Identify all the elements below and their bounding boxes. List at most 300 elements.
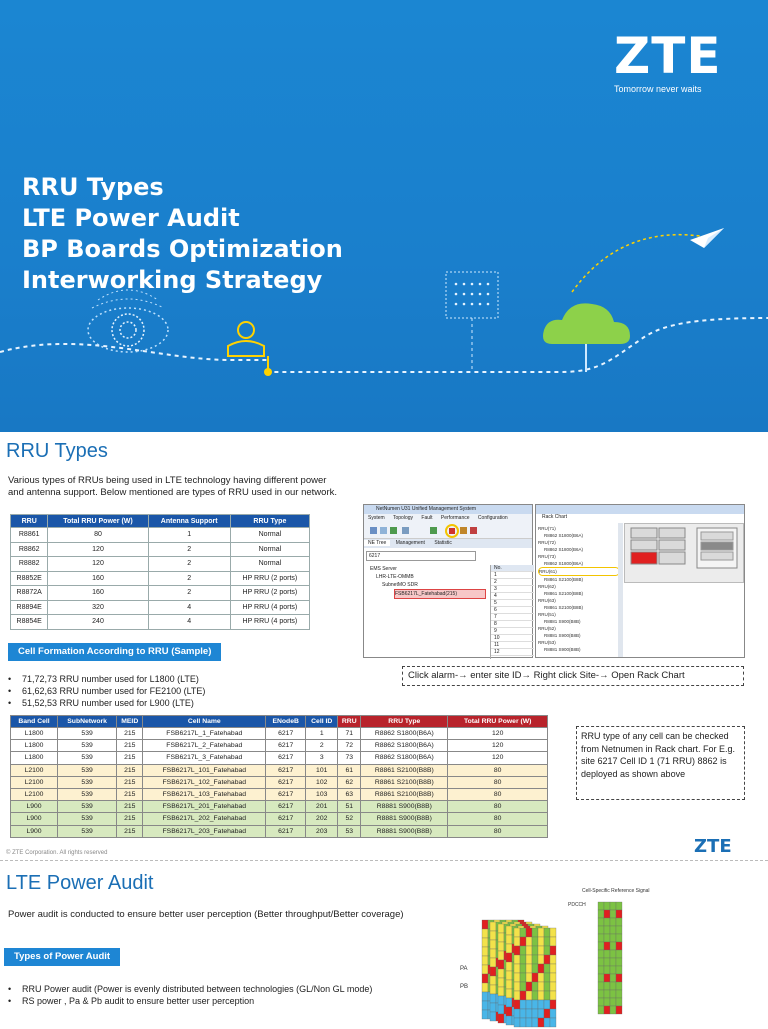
table-cell: L1800 [11, 728, 58, 740]
column-header: Cell ID [306, 716, 338, 728]
grid-cell [604, 926, 610, 934]
rack-slot[interactable] [701, 532, 733, 540]
grid-cell [610, 934, 616, 942]
grid-cell [514, 991, 520, 1000]
grid-cell [538, 928, 544, 937]
grid-cell [498, 987, 504, 996]
table-cell: 539 [58, 752, 117, 764]
table-cell: R8881 S900(B8B) [361, 825, 448, 837]
rack-panel [624, 523, 744, 583]
tree-node[interactable]: RRU(52) [538, 626, 556, 631]
table-row [11, 542, 310, 557]
grid-cell [514, 937, 520, 946]
grid-cell [610, 982, 616, 990]
ne-tree [366, 565, 486, 599]
column-header: RRU [338, 716, 361, 728]
column-header: SubNetwork [58, 716, 117, 728]
grid-cell [598, 974, 604, 982]
grid-cell [490, 967, 496, 976]
grid-cell [482, 1001, 488, 1010]
grid-cell [520, 955, 526, 964]
column-header: MEID [117, 716, 143, 728]
grid-row[interactable]: 5 [491, 600, 534, 607]
table-cell: 320 [48, 600, 148, 615]
person-icon [228, 322, 264, 356]
grid-cell [532, 955, 538, 964]
table-row [11, 813, 548, 825]
table-cell: 2 [306, 740, 338, 752]
power-audit-intro: Power audit is conducted to ensure better user perception (Better throughput/Better coverage) [8, 909, 404, 920]
rack-chart-screenshot [535, 504, 745, 658]
tab-ne-tree[interactable]: NE Tree [364, 540, 390, 546]
table-cell: 62 [338, 776, 361, 788]
table-cell: 6217 [266, 740, 306, 752]
grid-cell [598, 918, 604, 926]
table-cell: R8861 [11, 528, 48, 543]
table-cell: 73 [338, 752, 361, 764]
grid-cell [616, 918, 622, 926]
table-cell: 2 [148, 586, 230, 601]
table-cell: R8862 S1800(B6A) [361, 728, 448, 740]
grid-cell [610, 974, 616, 982]
toolbar-icon[interactable] [470, 527, 477, 534]
toolbar-icon[interactable] [402, 527, 409, 534]
column-header: RRU Type [230, 515, 309, 528]
rack-slot-alarm[interactable] [631, 552, 657, 564]
rack-tree [538, 525, 620, 653]
table-cell: R8854E [11, 615, 48, 630]
rack-slot[interactable] [701, 542, 733, 550]
grid-cell [538, 964, 544, 973]
grid-cell [538, 982, 544, 991]
tree-node[interactable]: RRU(71) [538, 526, 556, 531]
grid-cell [598, 990, 604, 998]
rack-slot[interactable] [631, 540, 657, 550]
tree-node[interactable]: RRU(63) [538, 598, 556, 603]
grid-cell [550, 982, 556, 991]
grid-cell [616, 926, 622, 934]
table-cell: R8894E [11, 600, 48, 615]
grid-cell [604, 950, 610, 958]
grid-cell [526, 973, 532, 982]
grid-cell [598, 942, 604, 950]
hero-title: BP Boards Optimization [22, 235, 343, 263]
table-cell: L900 [11, 825, 58, 837]
column-header: Total RRU Power (W) [448, 716, 548, 728]
rack-slot[interactable] [659, 528, 685, 538]
grid-cell [616, 934, 622, 942]
grid-cell [520, 937, 526, 946]
table-cell: 215 [117, 813, 143, 825]
grid-cell [610, 1006, 616, 1014]
rack-slot[interactable] [631, 528, 657, 538]
grid-cell [544, 928, 550, 937]
grid-cell [604, 974, 610, 982]
grid-cell [616, 974, 622, 982]
table-cell: 539 [58, 728, 117, 740]
pdcch-label: PDCCH [568, 902, 586, 908]
grid-row[interactable]: 7 [491, 614, 534, 621]
grid-cell [544, 937, 550, 946]
grid-cell [532, 1009, 538, 1018]
cloud-icon [543, 303, 630, 372]
grid-cell [610, 910, 616, 918]
cell-formation-label: Cell Formation According to RRU (Sample) [8, 643, 221, 661]
grid-cell [550, 955, 556, 964]
toolbar-icon[interactable] [380, 527, 387, 534]
grid-cell [490, 922, 496, 931]
table-cell: HP RRU (2 ports) [230, 586, 309, 601]
grid-cell [498, 924, 504, 933]
rru-types-table [10, 514, 310, 630]
grid-cell [616, 1006, 622, 1014]
power-audit-bullets [8, 983, 372, 1007]
grid-cell [610, 966, 616, 974]
table-cell: 201 [306, 801, 338, 813]
grid-cell [490, 958, 496, 967]
grid-cell [532, 991, 538, 1000]
table-cell: 539 [58, 801, 117, 813]
table-row [11, 528, 310, 543]
table-cell: 80 [448, 776, 548, 788]
table-cell: FSB6217L_3_Fatehabad [143, 752, 266, 764]
table-row [11, 776, 548, 788]
table-cell: 160 [48, 586, 148, 601]
column-header: Total RRU Power (W) [48, 515, 148, 528]
table-cell: L2100 [11, 764, 58, 776]
grid-cell [544, 973, 550, 982]
list-item: • 61,62,63 RRU number used for FE2100 (LTE) [8, 685, 205, 697]
table-cell: 215 [117, 728, 143, 740]
tree-node[interactable]: R8862 S1800(B6A) [544, 561, 584, 566]
toolbar-icon[interactable] [430, 527, 437, 534]
grid-row[interactable]: 2 [491, 579, 534, 586]
tree-node[interactable]: EMS Server [370, 566, 397, 572]
tree-node-selected[interactable]: FSB6217L_Fatehabad(215) [394, 589, 486, 599]
grid-cell [538, 973, 544, 982]
grid-cell [532, 928, 538, 937]
rack-slot[interactable] [659, 552, 685, 564]
grid-cell [532, 982, 538, 991]
table-cell: 215 [117, 776, 143, 788]
table-cell: 80 [448, 764, 548, 776]
grid-cell [526, 964, 532, 973]
grid-cell [598, 910, 604, 918]
hero-title: Interworking Strategy [22, 266, 323, 294]
rack-slot[interactable] [659, 540, 685, 550]
grid-cell [490, 931, 496, 940]
table-cell: 6217 [266, 825, 306, 837]
table-cell: L2100 [11, 776, 58, 788]
table-cell: 63 [338, 788, 361, 800]
grid-cell [598, 902, 604, 910]
table-cell: FSB6217L_1_Fatehabad [143, 728, 266, 740]
grid-cell [498, 978, 504, 987]
grid-cell [610, 998, 616, 1006]
table-row [11, 600, 310, 615]
grid-row[interactable]: 12 [491, 649, 534, 656]
grid-cell [514, 982, 520, 991]
menu-item[interactable]: Topology [392, 515, 413, 521]
pa-label: PA [460, 966, 468, 972]
table-cell: 6217 [266, 788, 306, 800]
grid-cell [538, 937, 544, 946]
grid-cell [514, 1018, 520, 1027]
grid-cell [506, 953, 512, 962]
grid-cell [520, 964, 526, 973]
table-cell: FSB6217L_201_Fatehabad [143, 801, 266, 813]
column-header: ENodeB [266, 716, 306, 728]
grid-cell [506, 1016, 512, 1025]
grid-cell [490, 994, 496, 1003]
grid-cell [538, 1000, 544, 1009]
toolbar-icon[interactable] [390, 527, 397, 534]
ems-screenshot [363, 504, 533, 658]
grid-cell [482, 1010, 488, 1019]
grid-cell [544, 964, 550, 973]
table-cell: HP RRU (4 ports) [230, 615, 309, 630]
grid-cell [610, 926, 616, 934]
grid-row[interactable]: 4 [491, 593, 534, 600]
table-cell: 6217 [266, 752, 306, 764]
grid-cell [604, 982, 610, 990]
table-cell: 1 [306, 728, 338, 740]
grid-cell [532, 973, 538, 982]
grid-cell [498, 1014, 504, 1023]
grid-cell [544, 1018, 550, 1027]
column-header: Band Cell [11, 716, 58, 728]
list-item: • RRU Power audit (Power is evenly distributed between technologies (GL/Non GL mode) [8, 983, 372, 995]
table-cell: 80 [448, 825, 548, 837]
grid-row[interactable]: 1 [491, 572, 534, 579]
table-cell: R8872A [11, 586, 48, 601]
table-row [11, 801, 548, 813]
toolbar-icon[interactable] [460, 527, 467, 534]
grid-cell [482, 920, 488, 929]
rru-intro: Various types of RRUs being used in LTE technology having different power and antenna support. Below mentioned are types of RRU used in our network. [8, 475, 337, 498]
tree-node[interactable]: R8881 S900(B8B) [544, 619, 581, 624]
grid-cell [490, 940, 496, 949]
grid-cell [482, 956, 488, 965]
table-cell: 102 [306, 776, 338, 788]
scrollbar[interactable] [618, 523, 623, 657]
table-cell: Normal [230, 557, 309, 572]
grid-cell [610, 942, 616, 950]
table-cell: 3 [306, 752, 338, 764]
grid-cell [604, 910, 610, 918]
table-cell: 1 [148, 528, 230, 543]
tree-node[interactable]: RRU(73) [538, 554, 556, 559]
table-row [11, 615, 310, 630]
menu-item[interactable]: Performance [440, 515, 470, 521]
table-cell: 4 [148, 600, 230, 615]
toolbar-icon[interactable] [370, 527, 377, 534]
grid-cell [514, 946, 520, 955]
grid-cell [506, 980, 512, 989]
logo-tagline: Tomorrow never waits [614, 84, 702, 94]
menu-item[interactable]: Configuration [477, 515, 508, 521]
table-cell: R8882 [11, 557, 48, 572]
table-cell: 120 [448, 728, 548, 740]
grid-cell [506, 962, 512, 971]
chip-icon [446, 272, 498, 318]
grid-cell [604, 902, 610, 910]
grid-cell [526, 946, 532, 955]
grid-cell [532, 937, 538, 946]
tree-node[interactable]: RRU(61) [538, 567, 620, 576]
grid-cell [598, 982, 604, 990]
grid-cell [506, 926, 512, 935]
grid-row[interactable]: 11 [491, 642, 534, 649]
grid-cell [598, 966, 604, 974]
grid-cell [616, 998, 622, 1006]
tree-node[interactable]: SubnetMO SDR [382, 582, 418, 588]
grid-row[interactable]: 8 [491, 621, 534, 628]
table-cell: R8861 S2100(B8B) [361, 776, 448, 788]
table-cell: L2100 [11, 788, 58, 800]
grid-row[interactable]: 6 [491, 607, 534, 614]
tree-node[interactable]: R8861 S2100(B8B) [544, 605, 584, 610]
grid-cell [544, 1009, 550, 1018]
grid-cell [598, 926, 604, 934]
grid-row[interactable]: 10 [491, 635, 534, 642]
grid-row[interactable]: 3 [491, 586, 534, 593]
grid-cell [604, 990, 610, 998]
grid-cell [604, 918, 610, 926]
grid-cell [520, 1018, 526, 1027]
grid-cell [526, 991, 532, 1000]
grid-cell [526, 928, 532, 937]
grid-cell [550, 937, 556, 946]
grid-cell [506, 944, 512, 953]
title-banner [0, 0, 768, 432]
grid-cell [498, 969, 504, 978]
grid-cell [520, 946, 526, 955]
grid-cell [550, 946, 556, 955]
grid-cell [544, 982, 550, 991]
grid-cell [598, 998, 604, 1006]
column-header: RRU [11, 515, 48, 528]
grid-cell [514, 928, 520, 937]
table-cell: 215 [117, 740, 143, 752]
table-cell: Normal [230, 542, 309, 557]
menu-bar [364, 514, 532, 523]
grid-cell [514, 955, 520, 964]
grid-cell [604, 958, 610, 966]
grid-cell [544, 955, 550, 964]
tree-node[interactable]: R8862 S1800(B6A) [544, 533, 584, 538]
logo-mark: ZTE [614, 27, 722, 85]
rack-chart-instruction: Click alarm-→ enter site ID→ Right click Site-→ Open Rack Chart [402, 666, 744, 686]
table-row [11, 788, 548, 800]
column-header: Cell Name [143, 716, 266, 728]
grid-cell [550, 1000, 556, 1009]
table-cell: 240 [48, 615, 148, 630]
table-cell: 120 [448, 740, 548, 752]
grid-header: No. [491, 565, 534, 572]
rru-type-note: RRU type of any cell can be checked from Netnumen in Rack chart. For E.g. site 6217 Cell ID 1 (71 RRU) 8862 is deployed as shown above [576, 726, 745, 800]
grid-cell [526, 1009, 532, 1018]
table-cell: 2 [148, 557, 230, 572]
table-cell: 120 [48, 557, 148, 572]
table-cell: L900 [11, 801, 58, 813]
table-cell: 6217 [266, 813, 306, 825]
grid-cell [482, 938, 488, 947]
table-cell: 52 [338, 813, 361, 825]
table-row [11, 740, 548, 752]
power-audit-types-label: Types of Power Audit [4, 948, 120, 966]
toolbar [364, 523, 532, 539]
paper-plane-icon [690, 228, 724, 248]
tree-node[interactable]: R8862 S1800(B6A) [544, 547, 584, 552]
tree-node[interactable]: R8881 S900(B8B) [544, 633, 581, 638]
tree-node[interactable]: RRU(72) [538, 540, 556, 545]
alarm-icon[interactable] [449, 528, 455, 534]
grid-cell [526, 1000, 532, 1009]
table-header-row [11, 515, 310, 528]
tree-node[interactable]: LHR-LTE-OMMB [376, 574, 414, 580]
tree-node[interactable]: RRU(62) [538, 584, 556, 589]
grid-cell [520, 973, 526, 982]
tab-bar [364, 539, 532, 548]
table-cell: 539 [58, 776, 117, 788]
grid-row[interactable]: 9 [491, 628, 534, 635]
rack-slot[interactable] [701, 552, 733, 560]
site-search-input[interactable]: 6217 [366, 551, 476, 561]
tree-node[interactable]: R8861 S2100(B8B) [544, 577, 584, 582]
table-cell: FSB6217L_202_Fatehabad [143, 813, 266, 825]
table-cell: HP RRU (2 ports) [230, 571, 309, 586]
column-header: RRU Type [361, 716, 448, 728]
list-item: • 51,52,53 RRU number used for L900 (LTE) [8, 697, 205, 709]
grid-cell [526, 982, 532, 991]
table-cell: 80 [448, 801, 548, 813]
table-cell: R8862 [11, 542, 48, 557]
hero-title-list [22, 172, 343, 296]
table-cell: 6217 [266, 764, 306, 776]
column-header: Antenna Support [148, 515, 230, 528]
alarm-grid [490, 565, 534, 659]
grid-cell [610, 990, 616, 998]
tab-management[interactable]: Management [395, 540, 425, 546]
tree-node[interactable]: R8861 S2100(B8B) [544, 591, 584, 596]
grid-cell [482, 974, 488, 983]
tree-node[interactable]: R8881 S900(B8B) [544, 647, 581, 652]
grid-cell [506, 971, 512, 980]
list-item: • 71,72,73 RRU number used for L1800 (LTE) [8, 673, 205, 685]
tree-node[interactable]: RRU(53) [538, 640, 556, 645]
table-cell: FSB6217L_102_Fatehabad [143, 776, 266, 788]
table-row [11, 825, 548, 837]
table-cell: 539 [58, 813, 117, 825]
grid-cell [604, 934, 610, 942]
grid-cell [506, 1007, 512, 1016]
table-cell: L1800 [11, 752, 58, 764]
grid-cell [490, 949, 496, 958]
menu-item[interactable]: System [368, 515, 385, 521]
table-cell: 215 [117, 788, 143, 800]
table-cell: FSB6217L_103_Fatehabad [143, 788, 266, 800]
tree-node[interactable]: RRU(51) [538, 612, 556, 617]
grid-cell [550, 928, 556, 937]
grid-cell [604, 1006, 610, 1014]
eye-icon [88, 290, 168, 352]
grid-cell [616, 982, 622, 990]
tab-statistic[interactable]: Statistic [434, 540, 452, 546]
grid-cell [482, 983, 488, 992]
grid-cell [538, 991, 544, 1000]
menu-item[interactable]: Fault [421, 515, 433, 521]
